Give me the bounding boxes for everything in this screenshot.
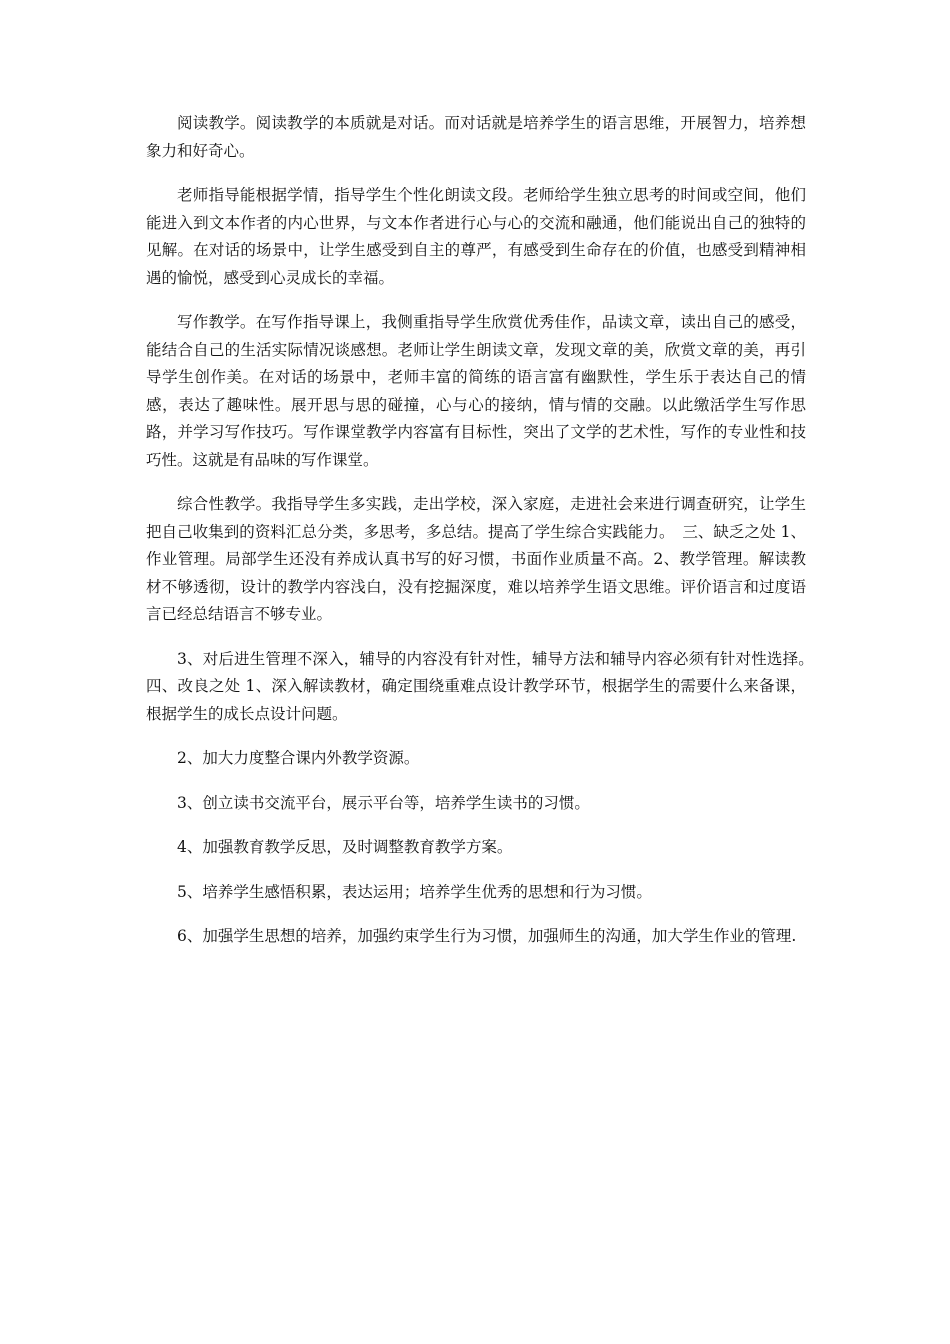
paragraph-improvement-6: 6、加强学生思想的培养，加强约束学生行为习惯，加强师生的沟通，加大学生作业的管理. xyxy=(177,927,797,945)
document-body xyxy=(146,110,838,968)
paragraph-improvement-1: 3、对后进生管理不深入，辅导的内容没有针对性，辅导方法和辅导内容必须有针对性选择。 四、改良之处 1、深入解读教材，确定围绕重难点设计教学环节，根据学生的需要什么来备课，根据学生的成长点设计问题。 xyxy=(146,649,838,723)
paragraph-improvement-5: 5、培养学生感悟积累，表达运用；培养学生优秀的思想和行为习惯。 xyxy=(177,882,652,901)
paragraph-improvement-3: 3、创立读书交流平台，展示平台等，培养学生读书的习惯。 xyxy=(177,793,590,812)
paragraph-improvement-2: 2、加大力度整合课内外教学资源。 xyxy=(177,749,420,767)
paragraph-writing-teaching: 写作教学。在写作指导课上，我侧重指导学生欣赏优秀佳作，品读文章，读出自己的感受，能结合自己的生活实际情况谈感想。老师让学生朗读文章，发现文章的美，欣赏文章的美，再引导学生创作美。在对话的场景中，老师丰富的简练的语言富有幽默性，学生乐于表达自己的情感，表达了趣味性。展开思与思的碰撞，心与心的接纳，情与情的交融。以此缴活学生写作思路，并学习写作技巧。写作课堂教学内容富有目标性，突出了文学的艺术性，写作的专业性和技巧性。这就是有品味的写作课堂。 xyxy=(146,313,806,469)
paragraph-teacher-guidance: 老师指导能根据学情，指导学生个性化朗读文段。老师给学生独立思考的时间或空间，他们能进入到文本作者的内心世界，与文本作者进行心与心的交流和融通，他们能说出自己的独特的见解。在对话的场景中，让学生感受到自主的尊严，有感受到生命存在的价值，也感受到精神相遇的愉悦，感受到心灵成长的幸福。 xyxy=(146,186,806,287)
paragraph-improvement-4: 4、加强教育教学反思，及时调整教育教学方案。 xyxy=(177,838,513,856)
paragraph-reading-teaching: 阅读教学。阅读教学的本质就是对话。而对话就是培养学生的语言思维，开展智力，培养想象力和好奇心。 xyxy=(146,114,806,160)
paragraph-comprehensive-teaching: 综合性教学。我指导学生多实践，走出学校，深入家庭，走进社会来进行调查研究，让学生把自己收集到的资料汇总分类，多思考，多总结。提高了学生综合实践能力。 三、缺乏之处 1、作业管理。局部学生还没有养成认真书写的好习惯，书面作业质量不高。2、教学管理。解读教材不够透彻，设计的教学内容浅白，没有挖掘深度，难以培养学生语文思维。评价语言和过度语言已经总结语言不够专业。 xyxy=(146,495,806,623)
